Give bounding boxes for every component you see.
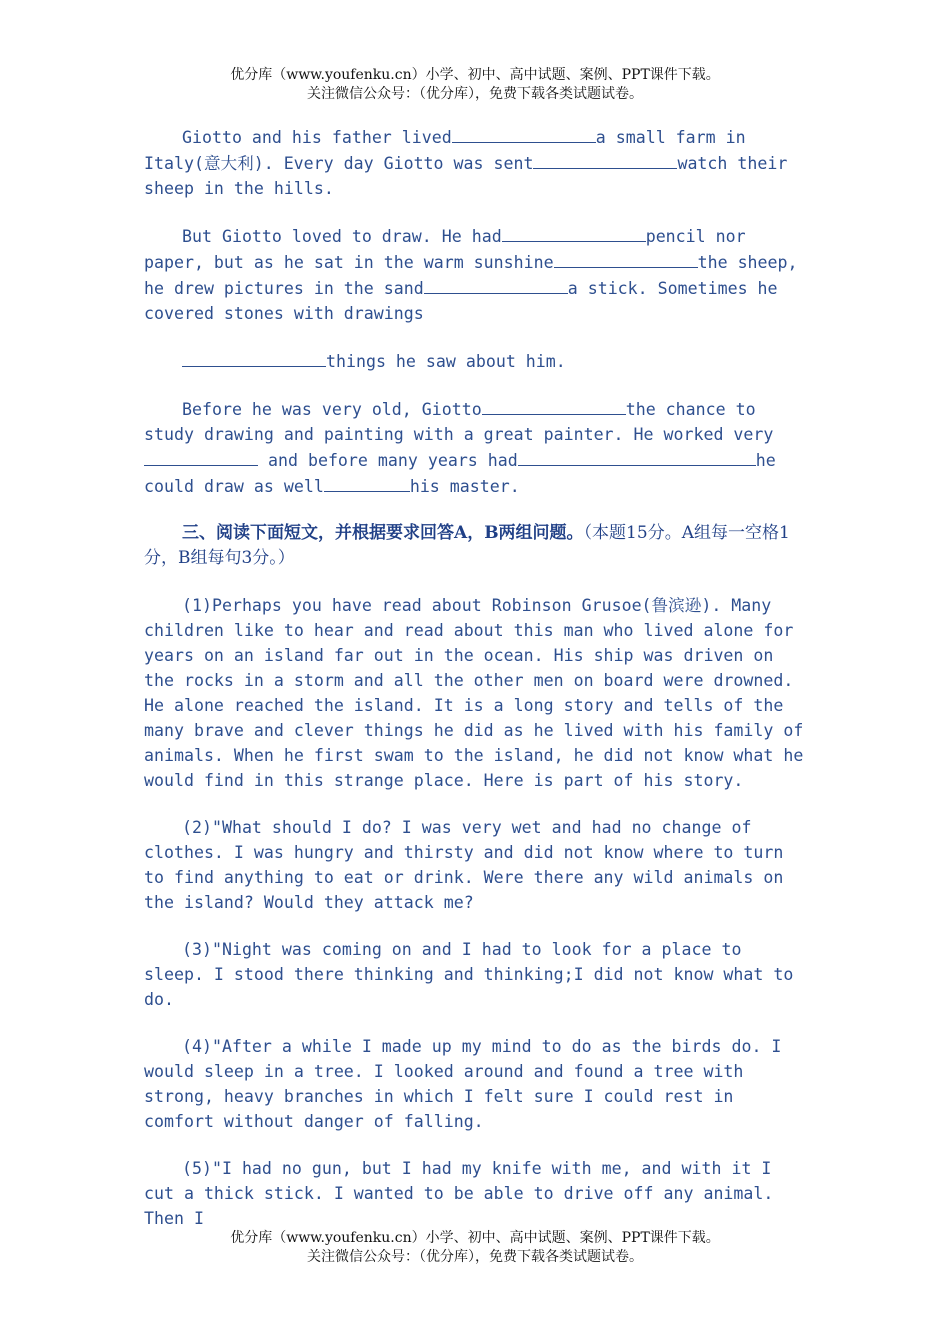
answer-blank[interactable] [518, 447, 756, 466]
page-header [0, 66, 950, 104]
footer-line-1: 优分库（www.youfenku.cn）小学、初中、高中试题、案例、PPT课件下载。 [230, 1230, 720, 1246]
passage-paragraph-3: (3)"Night was coming on and I had to look for a place to sleep. I stood there thinking and thinking;I did not know what to do. [144, 940, 794, 1009]
passage-paragraph-5: (5)"I had no gun, but I had my knife with me, and with it I cut a thick stick. I wanted to be able to drive off any animal. Then I [144, 1159, 774, 1228]
cloze-text: a stick. Sometimes he covered stones with drawings [144, 279, 778, 323]
passage-paragraph-2: (2)"What should I do? I was very wet and had no change of clothes. I was hungry and thirsty and did not know where to turn to find anything to eat or drink. Were there any wild animals on the island? Would they attack me? [144, 818, 784, 912]
cloze-text: the sheep, he drew pictures in the sand [144, 253, 798, 298]
answer-blank[interactable] [182, 348, 326, 367]
footer-line-2: 关注微信公众号：（优分库），免费下载各类试题试卷。 [307, 1249, 643, 1265]
answer-blank[interactable] [502, 223, 646, 242]
cloze-text: things he saw about him. [326, 352, 566, 371]
section-note: （本题15分。A组每一空格1分，B组每句3分。） [144, 523, 790, 568]
document-body [144, 124, 808, 1253]
passage-paragraph-4: (4)"After a while I made up my mind to do as the birds do. I would sleep in a tree. I looked around and found a tree with strong, heavy branches in which I felt sure I could rest in comfort without danger of falling. [144, 1037, 782, 1131]
cloze-text: But Giotto loved to draw. He had [182, 227, 502, 246]
answer-blank[interactable] [144, 447, 258, 466]
cloze-text: pencil nor paper, but as he sat in the warm sunshine [144, 227, 746, 272]
cloze-text: Before he was very old, Giotto [182, 400, 482, 419]
section-heading [144, 521, 808, 571]
cloze-text: watch their sheep in the hills. [144, 154, 788, 198]
cloze-paragraph-1 [144, 124, 808, 201]
cloze-text: the chance to study drawing and painting with a great painter. He worked very [144, 400, 774, 444]
cloze-text: a small farm in Italy(意大利). Every day Giotto was sent [144, 128, 746, 173]
cloze-text: Giotto and his father lived [182, 128, 452, 147]
answer-blank[interactable] [452, 124, 596, 143]
passage-paragraph-1: (1)Perhaps you have read about Robinson Grusoe(鲁滨逊). Many children like to hear and read about this man who lived alone for years on an island far out in the ocean. His ship was driven on the rocks in a storm and all the other men on board were drowned. He alone reached the island. It is a long story and tells of the many brave and clever things he did as he lived with his family of animals. When he first swam to the island, he did not know what he would find in this strange place. Here is part of his story. [144, 596, 804, 790]
answer-blank[interactable] [482, 396, 626, 415]
cloze-paragraph-2 [144, 223, 808, 326]
header-line-2: 关注微信公众号：（优分库），免费下载各类试题试卷。 [307, 86, 643, 102]
answer-blank[interactable] [424, 275, 568, 294]
page-footer [0, 1229, 950, 1267]
header-line-1: 优分库（www.youfenku.cn）小学、初中、高中试题、案例、PPT课件下载。 [230, 67, 720, 83]
cloze-text: he could draw as well [144, 451, 776, 496]
cloze-text: and before many years had [268, 451, 518, 470]
answer-blank[interactable] [533, 150, 677, 169]
cloze-paragraph-3 [144, 348, 808, 374]
cloze-paragraph-4 [144, 396, 808, 499]
section-title: 三、阅读下面短文，并根据要求回答A，B两组问题。 [182, 523, 584, 543]
answer-blank[interactable] [554, 249, 698, 268]
cloze-text: his master. [409, 477, 520, 496]
answer-blank[interactable] [324, 473, 410, 492]
